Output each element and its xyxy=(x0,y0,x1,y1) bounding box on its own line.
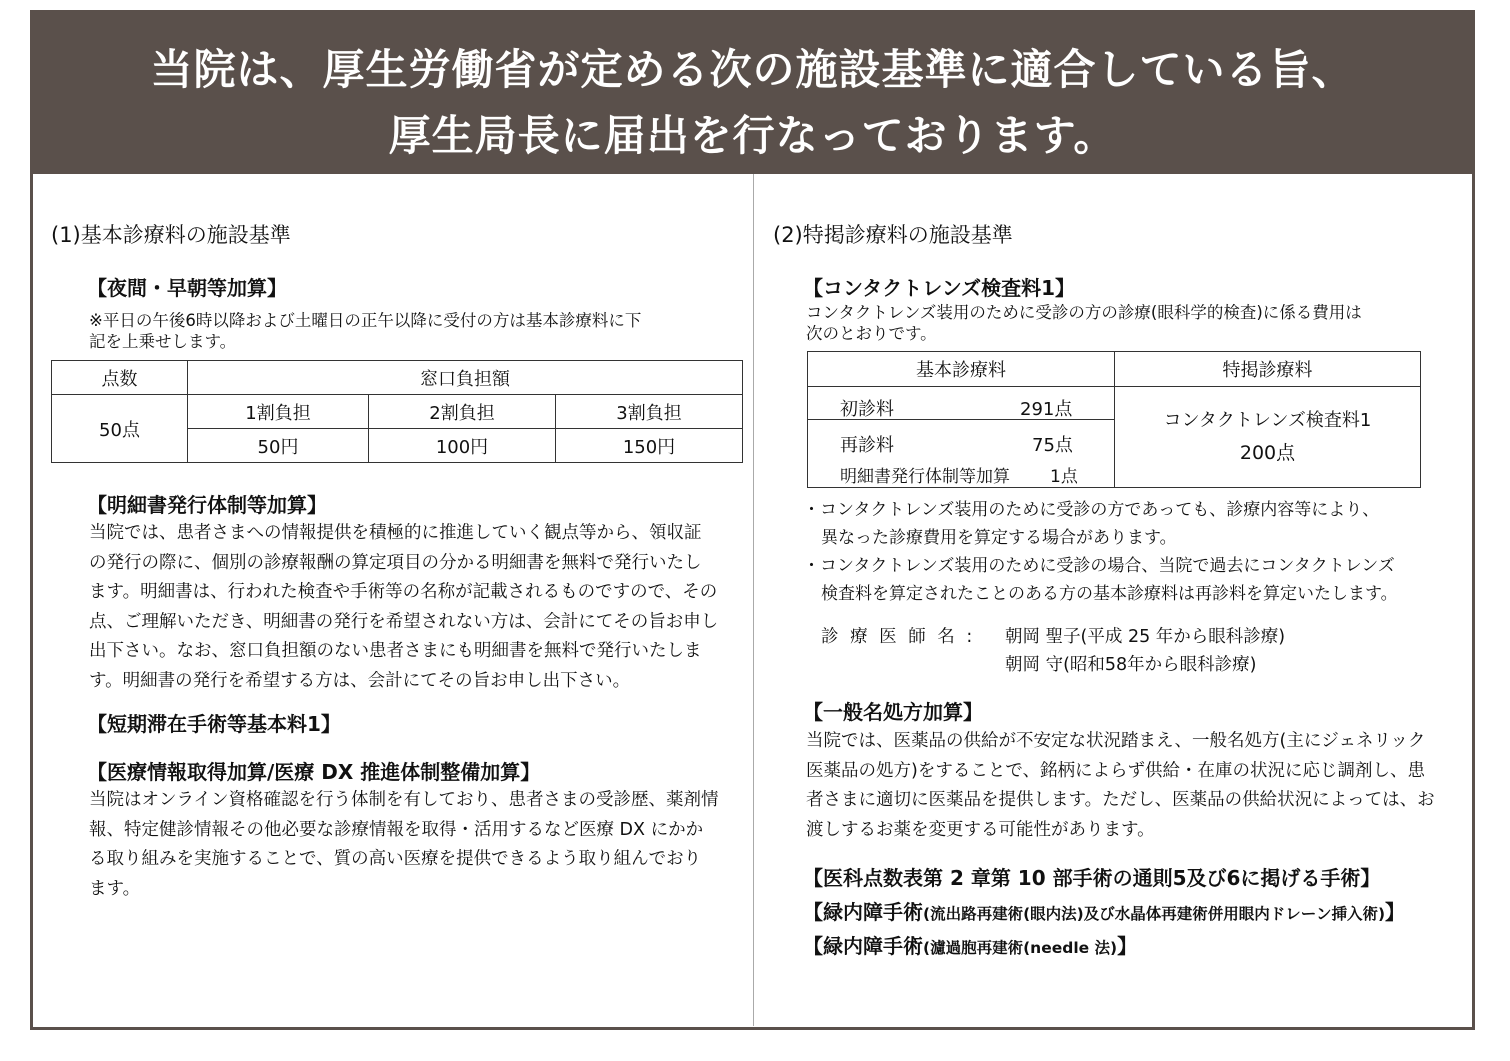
dx-heading: 【医療情報取得加算/医療 DX 推進体制整備加算】 xyxy=(87,760,541,784)
doctor-name: 朝岡 守(昭和58年から眼科診療) xyxy=(1005,655,1257,675)
contact-fee-table xyxy=(807,351,1421,488)
receipt-line: 点、ご理解いただき、明細書の発行を希望されない方は、会計にてその旨お申し xyxy=(89,611,719,632)
dx-line: 当院はオンライン資格確認を行う体制を有しており、患者さまの受診歴、薬剤情 xyxy=(89,790,719,810)
burden-header: 3割負担 xyxy=(556,395,743,429)
doctor-name: 朝岡 聖子(平成 25 年から眼科診療) xyxy=(1005,627,1286,647)
generic-body xyxy=(806,727,1435,845)
contact-heading: 【コンタクトレンズ検査料1】 xyxy=(803,276,1076,300)
glaucoma-sub: (流出路再建術(眼内法)及び水晶体再建術併用眼内ドレーン挿入術) xyxy=(923,905,1386,923)
doctor-label: 診 療 医 師 名 : xyxy=(821,627,976,647)
col-special: 特掲診療料 xyxy=(1115,352,1420,387)
bullet-line: ・コンタクトレンズ装用のために受診の場合、当院で過去にコンタクトレンズ xyxy=(803,556,1395,576)
burden-header: 1割負担 xyxy=(188,395,369,429)
revisit-value: 75点 xyxy=(1032,435,1073,456)
receipt-line: す。明細書の発行を希望する方は、会計にてその旨お申し出下さい。 xyxy=(89,670,631,691)
glaucoma-end: 】 xyxy=(1385,900,1406,924)
glaucoma-heading-2 xyxy=(803,930,1137,959)
glaucoma-main: 【緑内障手術 xyxy=(803,934,923,958)
special-value: 200点 xyxy=(1239,442,1296,464)
col-basic: 基本診療料 xyxy=(808,352,1115,387)
points-value: 50点 xyxy=(52,395,188,463)
receipt-line: 当院では、患者さまへの情報提供を積極的に推進していく観点等から、領収証 xyxy=(89,523,702,543)
burden-header: 2割負担 xyxy=(369,395,556,429)
contact-desc-line: 次のとおりです。 xyxy=(806,324,937,343)
burden-value: 150円 xyxy=(556,429,743,463)
section-title-basic: (1)基本診療料の施設基準 xyxy=(51,223,291,247)
bullet-line: 異なった診療費用を算定する場合があります。 xyxy=(821,528,1177,548)
receipt-line: ます。明細書は、行われた検査や手術等の名称が記載されるものですので、その xyxy=(89,582,718,602)
receipt-line: 出下さい。なお、窓口負担額のない患者さまにも明細書を無料で発行いたしま xyxy=(89,641,702,661)
header-banner xyxy=(33,13,1472,174)
col-copay: 窓口負担額 xyxy=(188,361,743,395)
header-line-1: 当院は、厚生労働省が定める次の施設基準に適合している旨、 xyxy=(150,45,1355,94)
shortstay-heading: 【短期滞在手術等基本料1】 xyxy=(87,712,341,736)
glaucoma-sub: (濾過胞再建術(needle 法) xyxy=(923,939,1118,957)
contact-desc-line: コンタクトレンズ装用のために受診の方の診療(眼科学的検査)に係る費用は xyxy=(806,303,1362,322)
glaucoma-main: 【緑内障手術 xyxy=(803,900,923,924)
burden-value: 100円 xyxy=(369,429,556,463)
dx-line: る取り組みを実施することで、質の高い医療を提供できるよう取り組んでおり xyxy=(89,849,702,869)
notice-frame xyxy=(30,10,1475,1030)
receipt-body xyxy=(89,519,718,696)
bullet-line: ・コンタクトレンズ装用のために受診の方であっても、診療内容等により、 xyxy=(803,500,1380,520)
bullet-line: 検査料を算定されたことのある方の基本診療料は再診料を算定いたします。 xyxy=(821,584,1398,604)
night-note-line: ※平日の午後6時以降および土曜日の正午以降に受付の方は基本診療料に下 xyxy=(89,311,642,330)
night-fee-table xyxy=(51,360,743,463)
table-vertical-line xyxy=(1114,386,1115,487)
first-visit-value: 291点 xyxy=(1020,399,1073,420)
meisai-value: 1点 xyxy=(1050,467,1078,487)
generic-line: 渡しするお薬を変更する可能性があります。 xyxy=(806,819,1155,840)
header-line-2: 厚生局長に届出を行なっております。 xyxy=(388,111,1117,160)
generic-line: 者さまに適切に医薬品を提供します。ただし、医薬品の供給状況によっては、お xyxy=(806,790,1435,810)
night-heading: 【夜間・早朝等加算】 xyxy=(87,276,287,300)
dx-line: 報、特定健診情報その他必要な診療情報を取得・活用するなど医療 DX にかか xyxy=(89,819,704,840)
dx-line: ます。 xyxy=(89,878,141,899)
night-note xyxy=(89,310,641,352)
section-title-special: (2)特掲診療料の施設基準 xyxy=(773,223,1013,247)
contact-bullets xyxy=(803,496,1398,608)
meisai-label: 明細書発行体制等加算 xyxy=(840,467,1010,487)
burden-value: 50円 xyxy=(188,429,369,463)
special-name: コンタクトレンズ検査料1 xyxy=(1163,410,1372,431)
dx-body xyxy=(89,786,718,904)
generic-line: 当院では、医薬品の供給が不安定な状況踏まえ、一般名処方(主にジェネリック xyxy=(806,731,1426,751)
receipt-heading: 【明細書発行体制等加算】 xyxy=(87,493,327,517)
revisit-label: 再診料 xyxy=(840,435,894,456)
doctor-list xyxy=(1005,623,1285,679)
surgery-heading: 【医科点数表第 2 章第 10 部手術の通則5及び6に掲げる手術】 xyxy=(803,866,1381,890)
glaucoma-end: 】 xyxy=(1117,934,1138,958)
column-divider xyxy=(753,174,754,1026)
first-visit-label: 初診料 xyxy=(840,399,894,420)
generic-line: 医薬品の処方)をすることで、銘柄によらず供給・在庫の状況に応じ調剤し、患 xyxy=(806,760,1425,781)
col-points: 点数 xyxy=(52,361,188,395)
night-note-line: 記を上乗せします。 xyxy=(89,332,237,351)
glaucoma-heading-1 xyxy=(803,896,1405,925)
receipt-line: の発行の際に、個別の診療報酬の算定項目の分かる明細書を無料で発行いたし xyxy=(89,552,702,573)
contact-desc xyxy=(806,302,1362,344)
generic-heading: 【一般名処方加算】 xyxy=(803,700,983,724)
